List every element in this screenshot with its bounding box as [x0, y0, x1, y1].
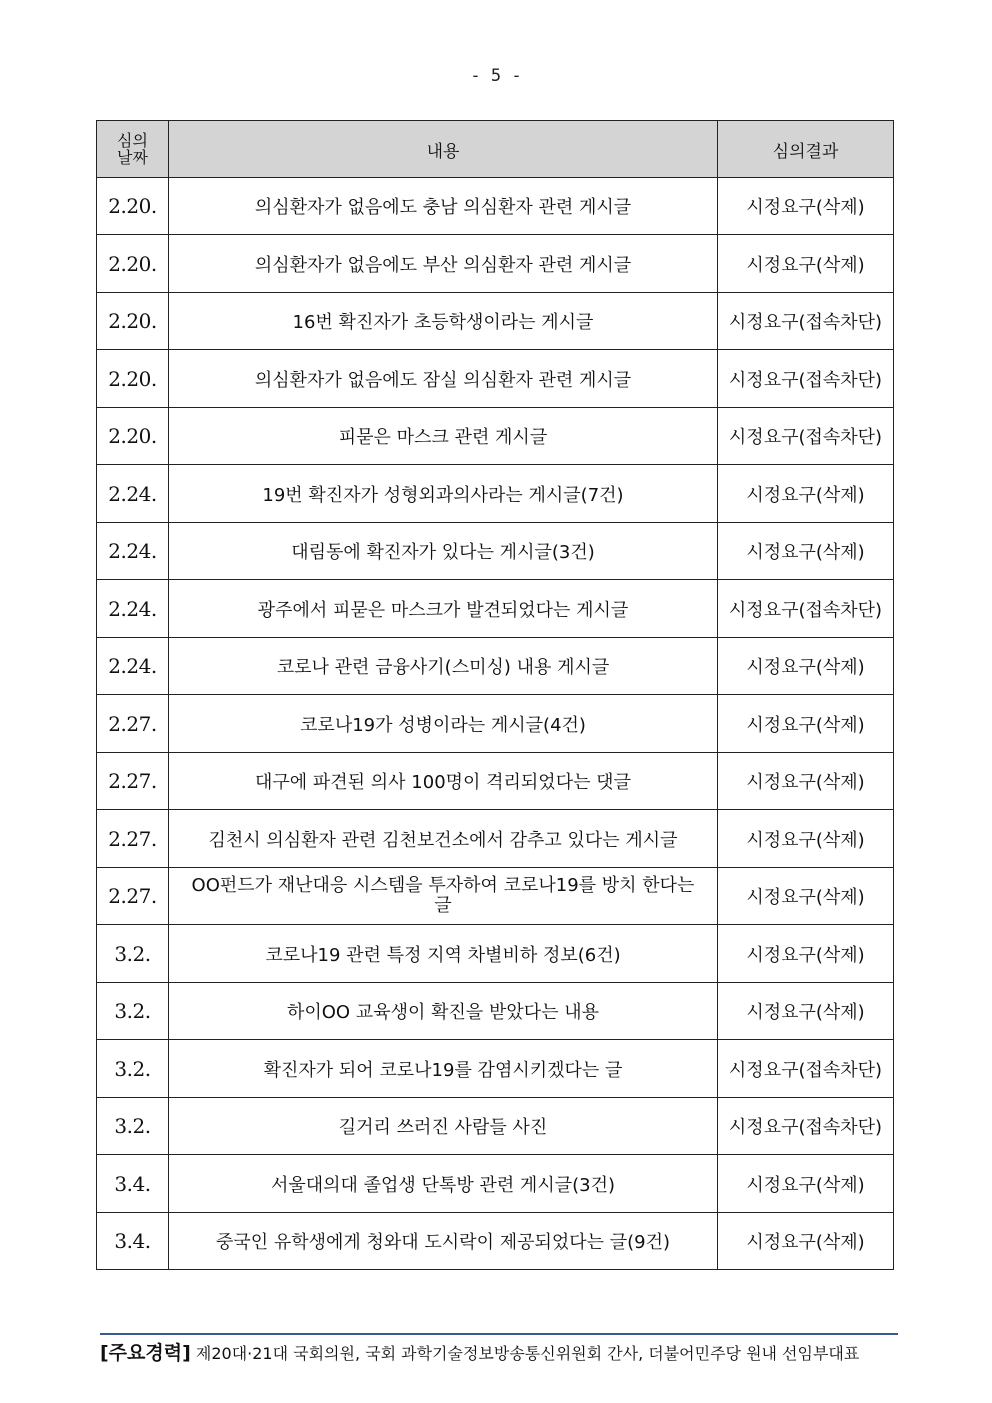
row-result: 시정요구(삭제) [718, 638, 894, 695]
career-footer [100, 1333, 898, 1365]
row-result: 시정요구(삭제) [718, 523, 894, 580]
row-date: 2.20. [97, 293, 169, 350]
row-date: 2.24. [97, 580, 169, 638]
table-row [97, 465, 894, 523]
row-date: 2.20. [97, 408, 169, 465]
table-row [97, 753, 894, 810]
row-content: 대림동에 확진자가 있다는 게시글(3건) [169, 523, 718, 580]
row-date: 2.20. [97, 178, 169, 235]
table-row [97, 523, 894, 580]
row-result: 시정요구(삭제) [718, 235, 894, 293]
table-row [97, 925, 894, 983]
row-content: 16번 확진자가 초등학생이라는 게시글 [169, 293, 718, 350]
career-text: 제20대·21대 국회의원, 국회 과학기술정보방송통신위원회 간사, 더불어민주당 원내 선임부대표 [195, 1344, 860, 1363]
row-result: 시정요구(접속차단) [718, 580, 894, 638]
header-content: 내용 [169, 121, 718, 178]
row-content: 광주에서 피묻은 마스크가 발견되었다는 게시글 [169, 580, 718, 638]
row-result: 시정요구(삭제) [718, 465, 894, 523]
header-date-label: 심의 날짜 [117, 131, 148, 167]
row-result: 시정요구(삭제) [718, 1213, 894, 1270]
row-content: 길거리 쓰러진 사람들 사진 [169, 1098, 718, 1155]
row-content: 중국인 유학생에게 청와대 도시락이 제공되었다는 글(9건) [169, 1213, 718, 1270]
table-row [97, 1040, 894, 1098]
row-result: 시정요구(삭제) [718, 868, 894, 925]
header-date [97, 121, 169, 178]
row-date: 3.2. [97, 1098, 169, 1155]
row-date: 3.4. [97, 1213, 169, 1270]
row-date: 3.2. [97, 925, 169, 983]
table-row [97, 810, 894, 868]
row-date: 2.27. [97, 695, 169, 753]
row-result: 시정요구(삭제) [718, 1155, 894, 1213]
table-row [97, 408, 894, 465]
row-content: 확진자가 되어 코로나19를 감염시키겠다는 글 [169, 1040, 718, 1098]
row-date: 2.24. [97, 638, 169, 695]
row-result: 시정요구(접속차단) [718, 293, 894, 350]
row-content: OO펀드가 재난대응 시스템을 투자하여 코로나19를 방치 한다는 글 [169, 868, 718, 925]
table-row [97, 1155, 894, 1213]
row-content: 의심환자가 없음에도 잠실 의심환자 관련 게시글 [169, 350, 718, 408]
row-content: 의심환자가 없음에도 부산 의심환자 관련 게시글 [169, 235, 718, 293]
table-row [97, 350, 894, 408]
table-row [97, 1098, 894, 1155]
row-date: 2.20. [97, 235, 169, 293]
row-date: 2.20. [97, 350, 169, 408]
row-content: 코로나19 관련 특정 지역 차별비하 정보(6건) [169, 925, 718, 983]
row-content: 하이OO 교육생이 확진을 받았다는 내용 [169, 983, 718, 1040]
row-content: 코로나19가 성병이라는 게시글(4건) [169, 695, 718, 753]
row-date: 2.24. [97, 523, 169, 580]
row-date: 2.27. [97, 810, 169, 868]
table-row [97, 580, 894, 638]
table-row [97, 235, 894, 293]
row-content: 김천시 의심환자 관련 김천보건소에서 감추고 있다는 게시글 [169, 810, 718, 868]
table-row [97, 868, 894, 925]
row-result: 시정요구(삭제) [718, 753, 894, 810]
row-result: 시정요구(삭제) [718, 695, 894, 753]
row-content: 19번 확진자가 성형외과의사라는 게시글(7건) [169, 465, 718, 523]
page-number: - 5 - [470, 66, 522, 86]
review-table [96, 120, 894, 1270]
row-content: 피묻은 마스크 관련 게시글 [169, 408, 718, 465]
row-date: 3.2. [97, 1040, 169, 1098]
row-content: 대구에 파견된 의사 100명이 격리되었다는 댓글 [169, 753, 718, 810]
table-row [97, 178, 894, 235]
table-row [97, 983, 894, 1040]
row-date: 3.2. [97, 983, 169, 1040]
row-content: 서울대의대 졸업생 단톡방 관련 게시글(3건) [169, 1155, 718, 1213]
table-header-row [97, 121, 894, 178]
career-label: [주요경력] [100, 1342, 191, 1364]
row-result: 시정요구(접속차단) [718, 1040, 894, 1098]
header-result: 심의결과 [718, 121, 894, 178]
row-date: 3.4. [97, 1155, 169, 1213]
row-content: 의심환자가 없음에도 충남 의심환자 관련 게시글 [169, 178, 718, 235]
row-date: 2.24. [97, 465, 169, 523]
row-content: 코로나 관련 금융사기(스미싱) 내용 게시글 [169, 638, 718, 695]
row-result: 시정요구(삭제) [718, 810, 894, 868]
row-date: 2.27. [97, 753, 169, 810]
row-result: 시정요구(접속차단) [718, 350, 894, 408]
row-result: 시정요구(삭제) [718, 925, 894, 983]
row-result: 시정요구(접속차단) [718, 408, 894, 465]
row-result: 시정요구(삭제) [718, 178, 894, 235]
row-result: 시정요구(접속차단) [718, 1098, 894, 1155]
table-row [97, 1213, 894, 1270]
row-date: 2.27. [97, 868, 169, 925]
table-row [97, 638, 894, 695]
row-result: 시정요구(삭제) [718, 983, 894, 1040]
table-row [97, 695, 894, 753]
table-row [97, 293, 894, 350]
